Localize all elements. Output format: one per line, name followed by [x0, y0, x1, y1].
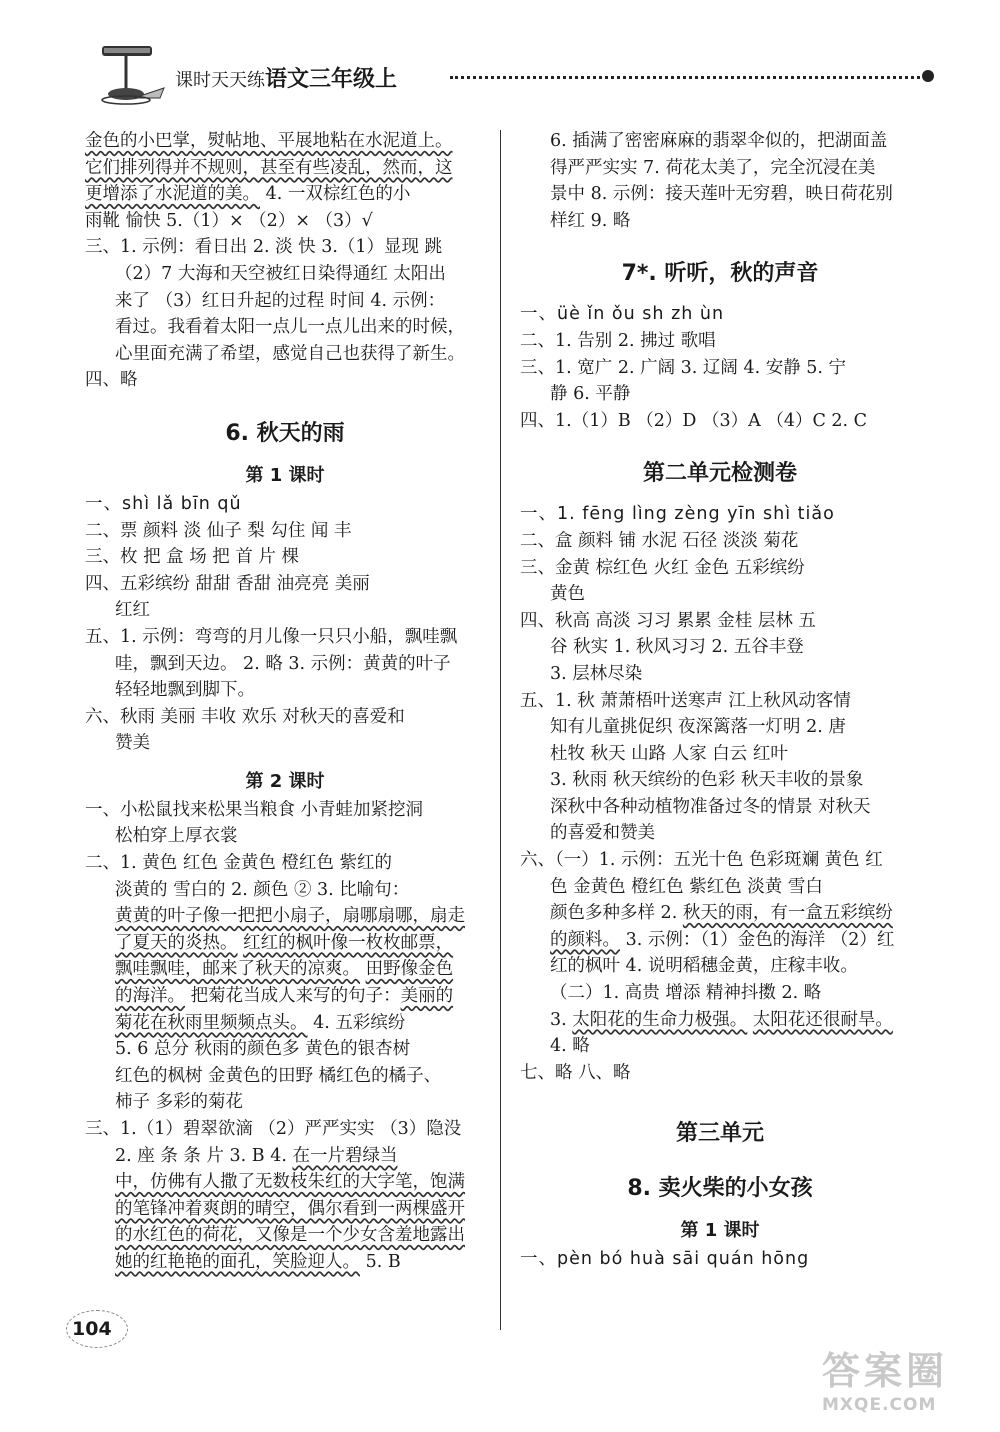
page-number: 104 — [72, 1318, 112, 1340]
answer-line: 的水红色的荷花，又像是一个少女含羞地露出 — [115, 1225, 465, 1246]
answer-line: 四、五彩缤纷 甜甜 香甜 油亮亮 美丽 — [85, 573, 370, 594]
answer-line: 四、略 — [85, 370, 138, 391]
answer-line: 知有儿童挑促织 夜深篱落一灯明 2. 唐 — [550, 717, 846, 738]
answer-line: 静 6. 平静 — [550, 384, 631, 405]
answer-line: 金色的小巴掌，熨帖地、平展地粘在水泥道上。 — [85, 131, 453, 151]
header-title: 课时天天练语文三年级上 — [175, 67, 398, 92]
answer-line: 3. 层林尽染 — [550, 663, 643, 684]
answer-line: 的喜爱和赞美 — [550, 823, 655, 844]
answer-line: 哇，飘到天边。 2. 略 3. 示例：黄黄的叶子 — [115, 653, 451, 674]
left-column — [85, 128, 485, 1276]
answer-line: 4. 略 — [550, 1036, 590, 1057]
answer-line: 红的枫叶 4. 说明稻穗金黄，庄稼丰收。 — [550, 956, 858, 977]
section-title: 7*. 听听，秋的声音 — [621, 261, 819, 287]
section-title: 8. 卖火柴的小女孩 — [627, 1176, 813, 1202]
answer-line: 红色的枫树 金黄色的田野 橘红色的橘子、 — [115, 1065, 442, 1086]
section-title: 第二单元检测卷 — [642, 461, 797, 487]
answer-line: 黄色 — [550, 584, 585, 605]
answer-line: 淡黄的 雪白的 2. 颜色 ② 3. 比喻句： — [115, 879, 410, 900]
answer-line: 一、小松鼠找来松果当粮食 小青蛙加紧挖洞 — [85, 799, 424, 820]
answer-line: 3. 秋雨 秋天缤纷的色彩 秋天丰收的景象 — [550, 770, 864, 791]
header-dotted-rule — [450, 76, 920, 79]
watermark — [822, 1340, 948, 1415]
lesson-title: 第 1 课时 — [245, 464, 325, 486]
answer-line: 它们排列得并不规则，甚至有些凌乱，然而，这 — [85, 157, 453, 178]
answer-line: 更增添了水泥道的美。 4. 一双棕红色的小 — [85, 184, 411, 205]
answer-line: 三、1. 宽广 2. 广阔 3. 辽阔 4. 安静 5. 宁 — [520, 357, 847, 378]
answer-line: 六、秋雨 美丽 丰收 欢乐 对秋天的喜爱和 — [85, 706, 405, 727]
answer-line: 一、shì lǎ bīn qǔ — [85, 493, 242, 514]
answer-line: 赞美 — [115, 733, 150, 754]
lesson-title: 第 2 课时 — [245, 770, 325, 792]
answer-line: 轻轻地飘到脚下。 — [115, 680, 255, 701]
answer-line: 2. 座 条 条 片 3. B 4. 在一片碧绿当 — [115, 1145, 398, 1166]
answer-line: 一、1. fēng lìng zèng yīn shì tiǎo — [520, 504, 835, 525]
answer-line: 5. 6 总分 秋雨的颜色多 黄色的银杏树 — [115, 1039, 411, 1060]
answer-line: 心里面充满了希望，感觉自己也获得了新生。 — [115, 343, 465, 364]
answer-line: 三、枚 把 盒 场 把 首 片 棵 — [85, 547, 299, 568]
answer-line: 松柏穿上厚衣裳 — [115, 826, 238, 847]
answer-line: 了夏天的炎热。 红红的枫叶像一枚枚邮票， — [115, 932, 454, 953]
right-column — [520, 128, 920, 1273]
answer-line: 景中 8. 示例：接天莲叶无穷碧，映日荷花别 — [550, 184, 893, 205]
answer-line: 菊花在秋雨里频频点头。 4. 五彩缤纷 — [115, 1012, 406, 1033]
answer-line: 色 金黄色 橙红色 紫红色 淡黄 雪白 — [550, 876, 823, 897]
answer-line: 二、票 颜料 淡 仙子 梨 勾住 闻 丰 — [85, 520, 352, 541]
answer-line: 深秋中各种动植物准备过冬的情景 对秋天 — [550, 796, 871, 817]
section-title: 第三单元 — [675, 1121, 764, 1147]
column-divider — [500, 130, 501, 1330]
answer-line: 谷 秋实 1. 秋风习习 2. 五谷丰登 — [550, 637, 804, 658]
answer-line: 的颜料。 3. 示例：（1）金色的海洋 （2）红 — [550, 929, 895, 950]
lamp-icon — [90, 42, 170, 112]
answer-line: 来了 （3）红日升起的过程 时间 4. 示例： — [115, 290, 446, 311]
answer-line: 三、1.（1）碧翠欲滴 （2）严严实实 （3）隐没 — [85, 1119, 462, 1139]
answer-line: 三、金黄 棕红色 火红 金色 五彩缤纷 — [520, 557, 805, 578]
answer-line: 3. 太阳花的生命力极强。 太阳花还很耐旱。 — [550, 1009, 893, 1030]
answer-line: 颜色多种多样 2. 秋天的雨，有一盒五彩缤纷 — [550, 903, 893, 924]
answer-line: 黄黄的叶子像一把把小扇子，扇哪扇哪，扇走 — [115, 906, 465, 927]
answer-line: 六、（一）1. 示例：五光十色 色彩斑斓 黄色 红 — [520, 850, 883, 871]
answer-line: 样红 9. 略 — [550, 210, 631, 231]
answer-line: 四、秋高 高淡 习习 累累 金桂 层林 五 — [520, 610, 816, 631]
answer-line: （二）1. 高贵 增添 精神抖擞 2. 略 — [550, 983, 822, 1004]
answer-line: 6. 插满了密密麻麻的翡翠伞似的，把湖面盖 — [550, 131, 888, 151]
answer-line: 雨靴 愉快 5.（1）× （2）× （3）√ — [85, 210, 373, 231]
answer-line: 红红 — [115, 600, 150, 621]
section-title: 6. 秋天的雨 — [225, 420, 345, 446]
answer-line: 的笔锋冲着爽朗的晴空，偶尔看到一两棵盛开 — [115, 1198, 465, 1219]
answer-line: 她的红艳艳的面孔，笑脸迎人。 5. B — [115, 1251, 401, 1272]
page-header — [80, 42, 940, 112]
answer-line: （2）7 大海和天空被红日染得通红 太阳出 — [115, 263, 446, 284]
answer-line: 飘哇飘哇，邮来了秋天的凉爽。 田野像金色 — [115, 959, 454, 980]
answer-line: 杜牧 秋天 山路 人家 白云 红叶 — [550, 743, 788, 764]
answer-line: 柿子 多彩的菊花 — [115, 1092, 244, 1113]
answer-line: 中，仿佛有人撒了无数枝朱红的大字笔，饱满 — [115, 1172, 465, 1193]
lesson-title: 第 1 课时 — [680, 1220, 760, 1242]
answer-line: 二、1. 黄色 红色 金黄色 橙红色 紫红的 — [85, 853, 393, 874]
answer-line: 七、略 八、略 — [520, 1062, 631, 1083]
answer-line: 三、1. 示例：看日出 2. 淡 快 3.（1）显现 跳 — [85, 237, 443, 258]
answer-line: 一、pèn bó huà sāi quán hōng — [520, 1249, 810, 1270]
answer-line: 一、üè ǐn ǒu sh zh ùn — [520, 304, 725, 325]
answer-line: 五、1. 秋 萧萧梧叶送寒声 江上秋风动客情 — [520, 690, 851, 711]
answer-line: 二、1. 告别 2. 拂过 歌唱 — [520, 330, 716, 351]
header-end-dot — [922, 70, 934, 82]
answer-line: 得严严实实 7. 荷花太美了，完全沉浸在美 — [550, 157, 876, 178]
answer-line: 二、盒 颜料 铺 水泥 石径 淡淡 菊花 — [520, 530, 799, 551]
answer-line: 的海洋。 把菊花当成人来写的句子：美丽的 — [115, 986, 454, 1007]
answer-line: 四、1.（1）B （2）D （3）A （4）C 2. C — [520, 410, 868, 431]
watermark-url: MXQE.COM — [822, 1395, 937, 1415]
answer-line: 五、1. 示例：弯弯的月儿像一只只小船，飘哇飘 — [85, 626, 458, 647]
watermark-logo: 答案圈 — [822, 1349, 949, 1393]
answer-line: 看过。我看着太阳一点儿一点儿出来的时候， — [115, 317, 465, 338]
